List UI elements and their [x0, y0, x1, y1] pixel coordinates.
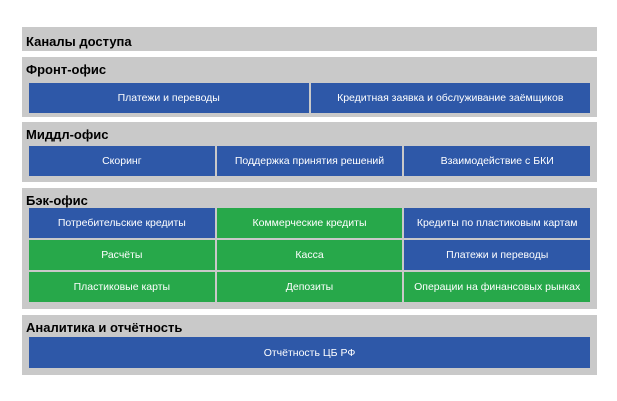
back-office-cash-desk: Касса [217, 240, 403, 270]
back-office-plastic-cards: Пластиковые карты [29, 272, 215, 302]
middle-office-row [29, 146, 590, 176]
back-office-row-1 [29, 208, 590, 238]
back-office-row-3 [29, 272, 590, 302]
back-office-deposits: Депозиты [217, 272, 403, 302]
middle-office-title: Миддл-офис [26, 127, 109, 142]
back-office-financial-markets: Операции на финансовых рынках [404, 272, 590, 302]
back-office-settlements: Расчёты [29, 240, 215, 270]
analytics-title: Аналитика и отчётность [26, 320, 183, 335]
analytics-section [22, 315, 597, 375]
channels-section [22, 27, 597, 51]
front-office-payments: Платежи и переводы [29, 83, 309, 113]
back-office-title: Бэк-офис [26, 193, 88, 208]
middle-office-bki-interaction: Взаимодействие с БКИ [404, 146, 590, 176]
middle-office-section [22, 122, 597, 182]
channels-title: Каналы доступа [26, 34, 132, 49]
middle-office-decision-support: Поддержка принятия решений [217, 146, 403, 176]
analytics-row [29, 337, 590, 368]
front-office-title: Фронт-офис [26, 62, 107, 77]
back-office-section [22, 188, 597, 309]
back-office-row-2 [29, 240, 590, 270]
middle-office-scoring: Скоринг [29, 146, 215, 176]
back-office-payments: Платежи и переводы [404, 240, 590, 270]
front-office-row [29, 83, 590, 113]
back-office-commercial-loans: Коммерческие кредиты [217, 208, 403, 238]
front-office-section [22, 57, 597, 117]
analytics-cbr-reporting: Отчётность ЦБ РФ [29, 337, 590, 368]
back-office-consumer-loans: Потребительские кредиты [29, 208, 215, 238]
front-office-credit-application: Кредитная заявка и обслуживание заёмщиков [311, 83, 591, 113]
back-office-card-loans: Кредиты по пластиковым картам [404, 208, 590, 238]
